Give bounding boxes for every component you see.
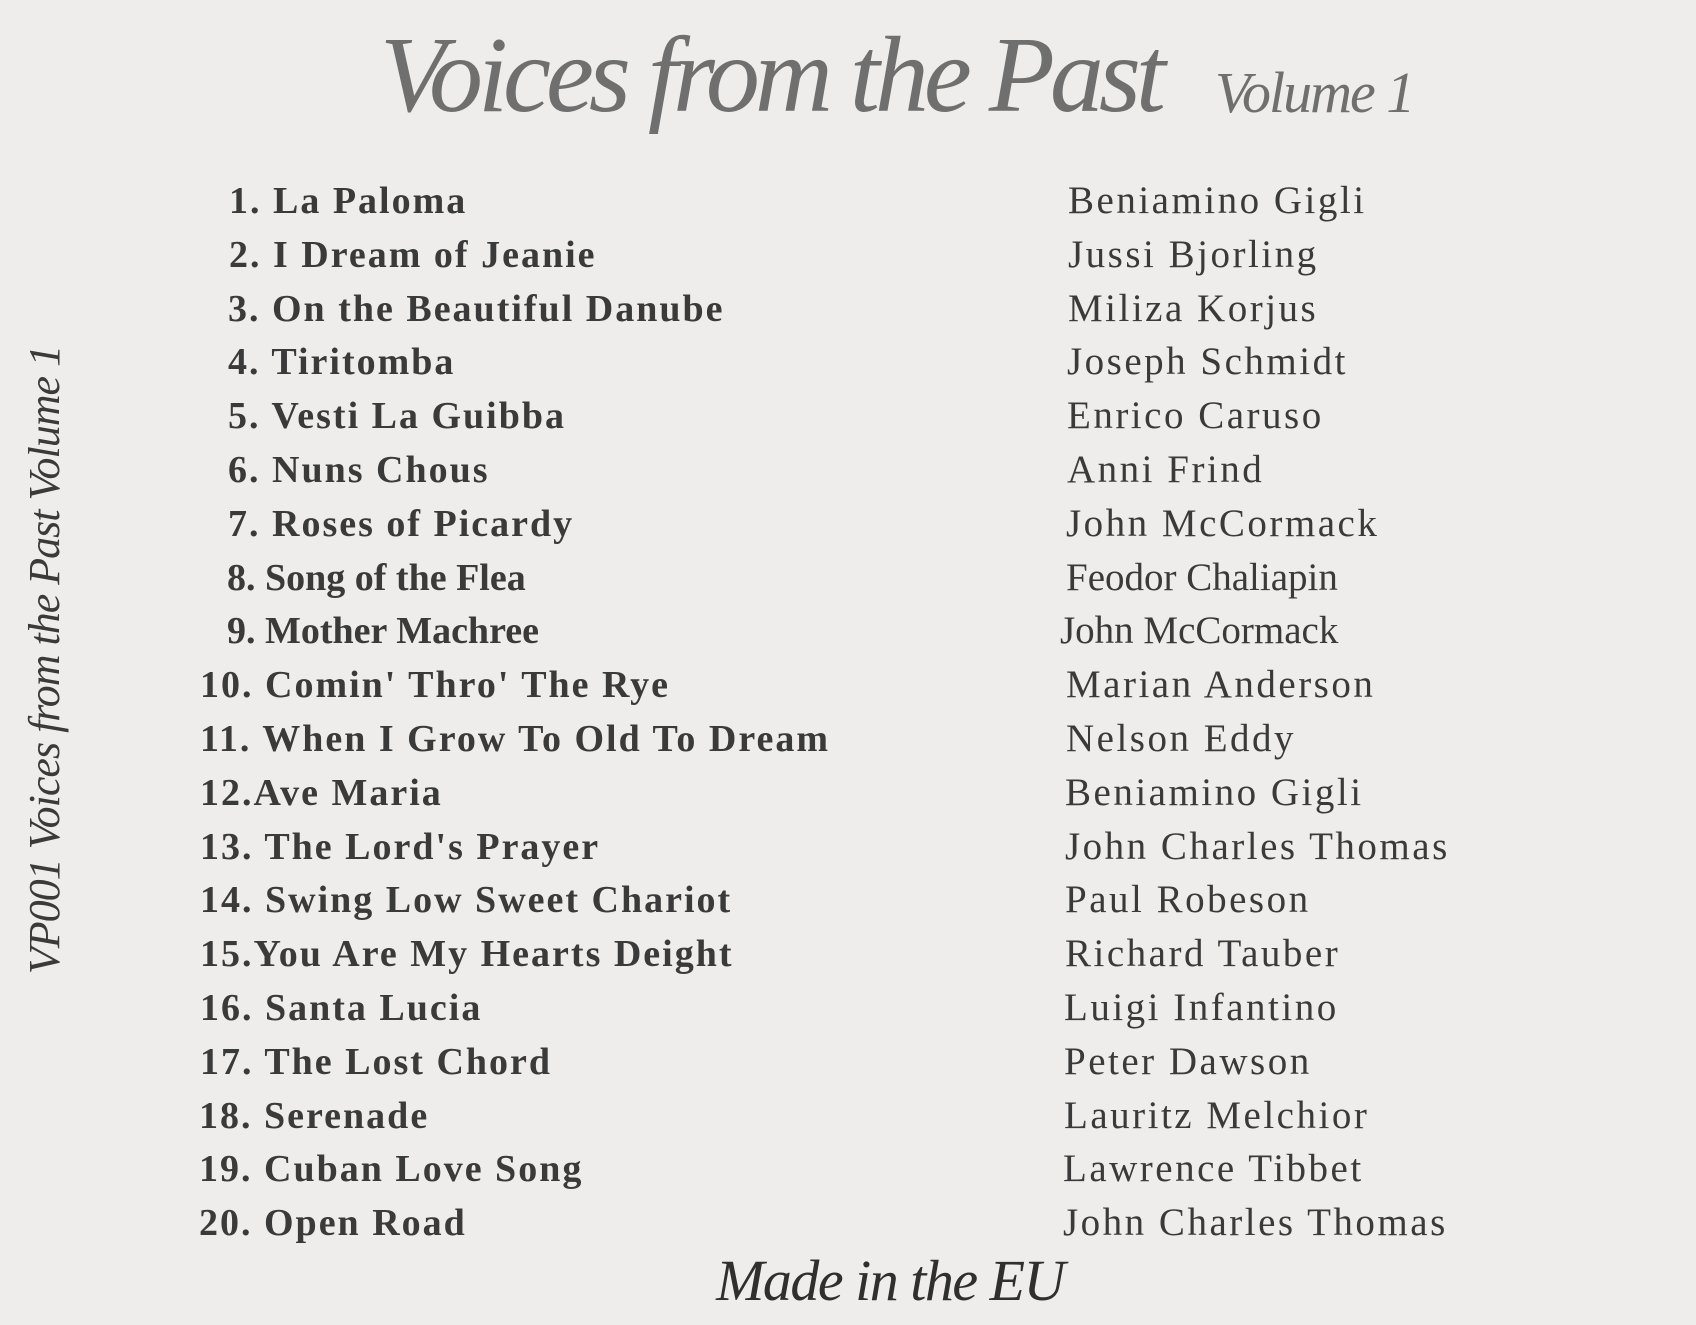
track-row [0, 714, 1696, 768]
track-artist: Lawrence Tibbet [1063, 1147, 1364, 1191]
track-song: 14. Swing Low Sweet Chariot [200, 879, 733, 922]
made-in-eu-footer: Made in the EU [716, 1248, 1064, 1313]
track-row [0, 822, 1696, 876]
track-row [0, 499, 1696, 553]
track-row [0, 875, 1696, 929]
track-row [0, 983, 1696, 1037]
track-row [0, 553, 1696, 607]
track-song: 7. Roses of Picardy [228, 502, 575, 545]
track-row [0, 1198, 1696, 1252]
track-artist: John Charles Thomas [1063, 1201, 1448, 1245]
track-artist: Lauritz Melchior [1064, 1093, 1370, 1137]
album-main-title: Voices from the Past [380, 16, 1161, 135]
track-song: 17. The Lost Chord [200, 1040, 553, 1083]
track-song: 5. Vesti La Guibba [228, 395, 566, 438]
track-song: 15.You Are My Hearts Deight [200, 933, 734, 976]
track-row [0, 1144, 1696, 1198]
spine-text: VP001 Voices from the Past Volume 1 [20, 345, 69, 975]
album-volume-title: Volume 1 [1215, 60, 1414, 125]
track-song: 13. The Lord's Prayer [200, 825, 601, 868]
track-artist: Anni Frind [1067, 447, 1265, 491]
track-artist: Miliza Korjus [1068, 286, 1319, 330]
track-artist: Marian Anderson [1066, 663, 1376, 707]
track-artist: Jussi Bjorling [1068, 232, 1319, 276]
track-artist: Beniamino Gigli [1068, 179, 1367, 222]
track-artist: Paul Robeson [1065, 878, 1311, 922]
track-artist: Enrico Caruso [1067, 394, 1324, 438]
track-row [0, 1091, 1696, 1145]
track-song: 8. Song of the Flea [227, 556, 526, 599]
track-row [0, 337, 1696, 391]
track-artist: John McCormack [1060, 609, 1339, 653]
track-song: 18. Serenade [199, 1094, 430, 1137]
track-row [0, 391, 1696, 445]
track-song: 11. When I Grow To Old To Dream [200, 717, 831, 760]
track-row [0, 1037, 1696, 1091]
track-row [0, 768, 1696, 822]
track-song: 6. Nuns Chous [228, 448, 490, 491]
track-song: 3. On the Beautiful Danube [228, 287, 725, 330]
track-row [0, 176, 1696, 230]
track-row [0, 230, 1696, 284]
track-artist: John Charles Thomas [1065, 824, 1450, 868]
track-artist: Beniamino Gigli [1065, 770, 1364, 814]
track-song: 12.Ave Maria [200, 771, 443, 814]
track-artist: Peter Dawson [1064, 1039, 1312, 1083]
track-row [0, 929, 1696, 983]
track-song: 10. Comin' Thro' The Rye [200, 664, 671, 707]
track-artist: Nelson Eddy [1066, 716, 1297, 760]
track-list [0, 176, 1696, 1252]
track-artist: John McCormack [1066, 501, 1380, 545]
track-song: 1. La Paloma [229, 180, 468, 222]
track-artist: Richard Tauber [1065, 932, 1341, 976]
album-title [380, 18, 1530, 153]
track-row [0, 660, 1696, 714]
track-artist: Luigi Infantino [1064, 985, 1339, 1029]
track-row [0, 284, 1696, 338]
track-row [0, 606, 1696, 660]
track-song: 4. Tiritomba [228, 341, 456, 384]
track-artist: Joseph Schmidt [1067, 340, 1348, 384]
track-row [0, 445, 1696, 499]
track-song: 19. Cuban Love Song [199, 1148, 584, 1191]
track-song: 16. Santa Lucia [200, 986, 483, 1029]
track-song: 9. Mother Machree [227, 610, 539, 653]
track-artist: Feodor Chaliapin [1066, 555, 1338, 599]
track-song: 2. I Dream of Jeanie [229, 233, 597, 276]
track-song: 20. Open Road [199, 1202, 467, 1245]
